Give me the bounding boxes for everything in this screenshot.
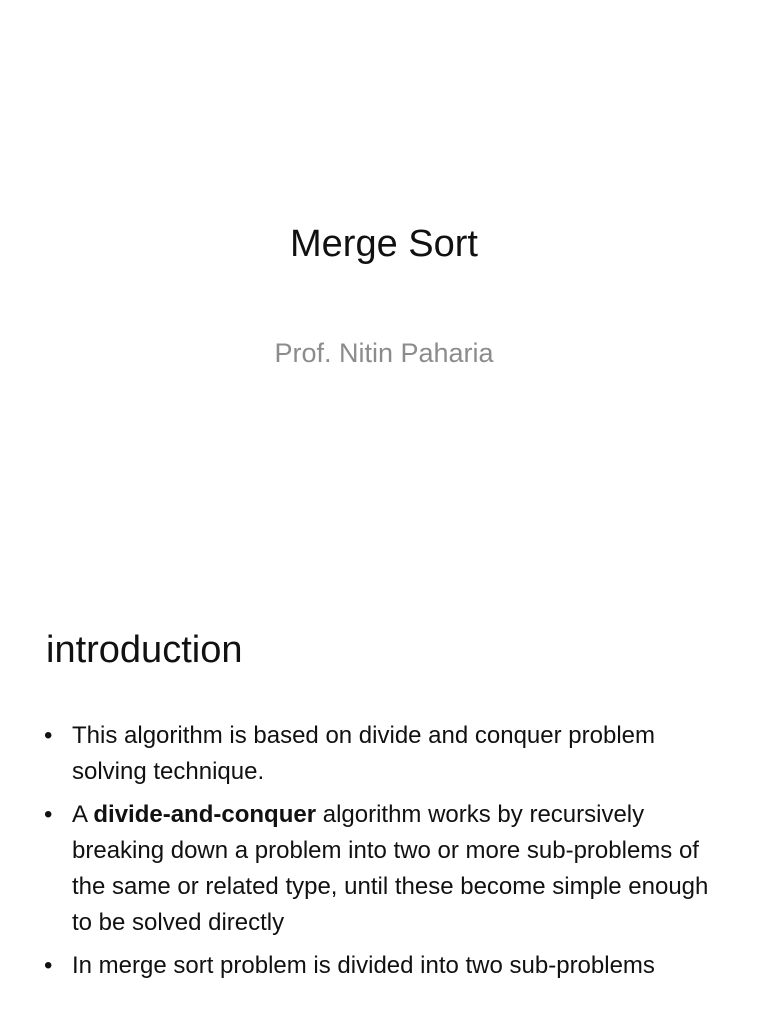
bullet-item-1 <box>44 718 734 790</box>
bullet-text-2-prefix: A <box>72 801 94 828</box>
slide-title: Merge Sort <box>290 223 478 265</box>
bullet-icon: • <box>44 722 53 749</box>
slide-heading: introduction <box>46 629 243 671</box>
bullet-text-2-emphasis: divide-and-conquer <box>93 801 317 828</box>
bullet-item-2 <box>44 797 734 941</box>
bullet-icon: • <box>44 801 53 828</box>
bullet-item-3 <box>44 948 734 984</box>
slide-subtitle: Prof. Nitin Paharia <box>274 338 494 368</box>
bullet-text-1: This algorithm is based on divide and conquer problem solving technique. <box>72 722 655 785</box>
bullet-text-3: In merge sort problem is divided into two sub-problems <box>72 952 655 979</box>
bullet-text-2-suffix: algorithm works by recursively breaking down a problem into two or more sub-problems of the same or related type, until these become simple enough to be solved directly <box>72 801 709 936</box>
bullet-icon: • <box>44 952 53 979</box>
bullet-list <box>44 718 734 991</box>
introduction-slide <box>0 576 768 1024</box>
